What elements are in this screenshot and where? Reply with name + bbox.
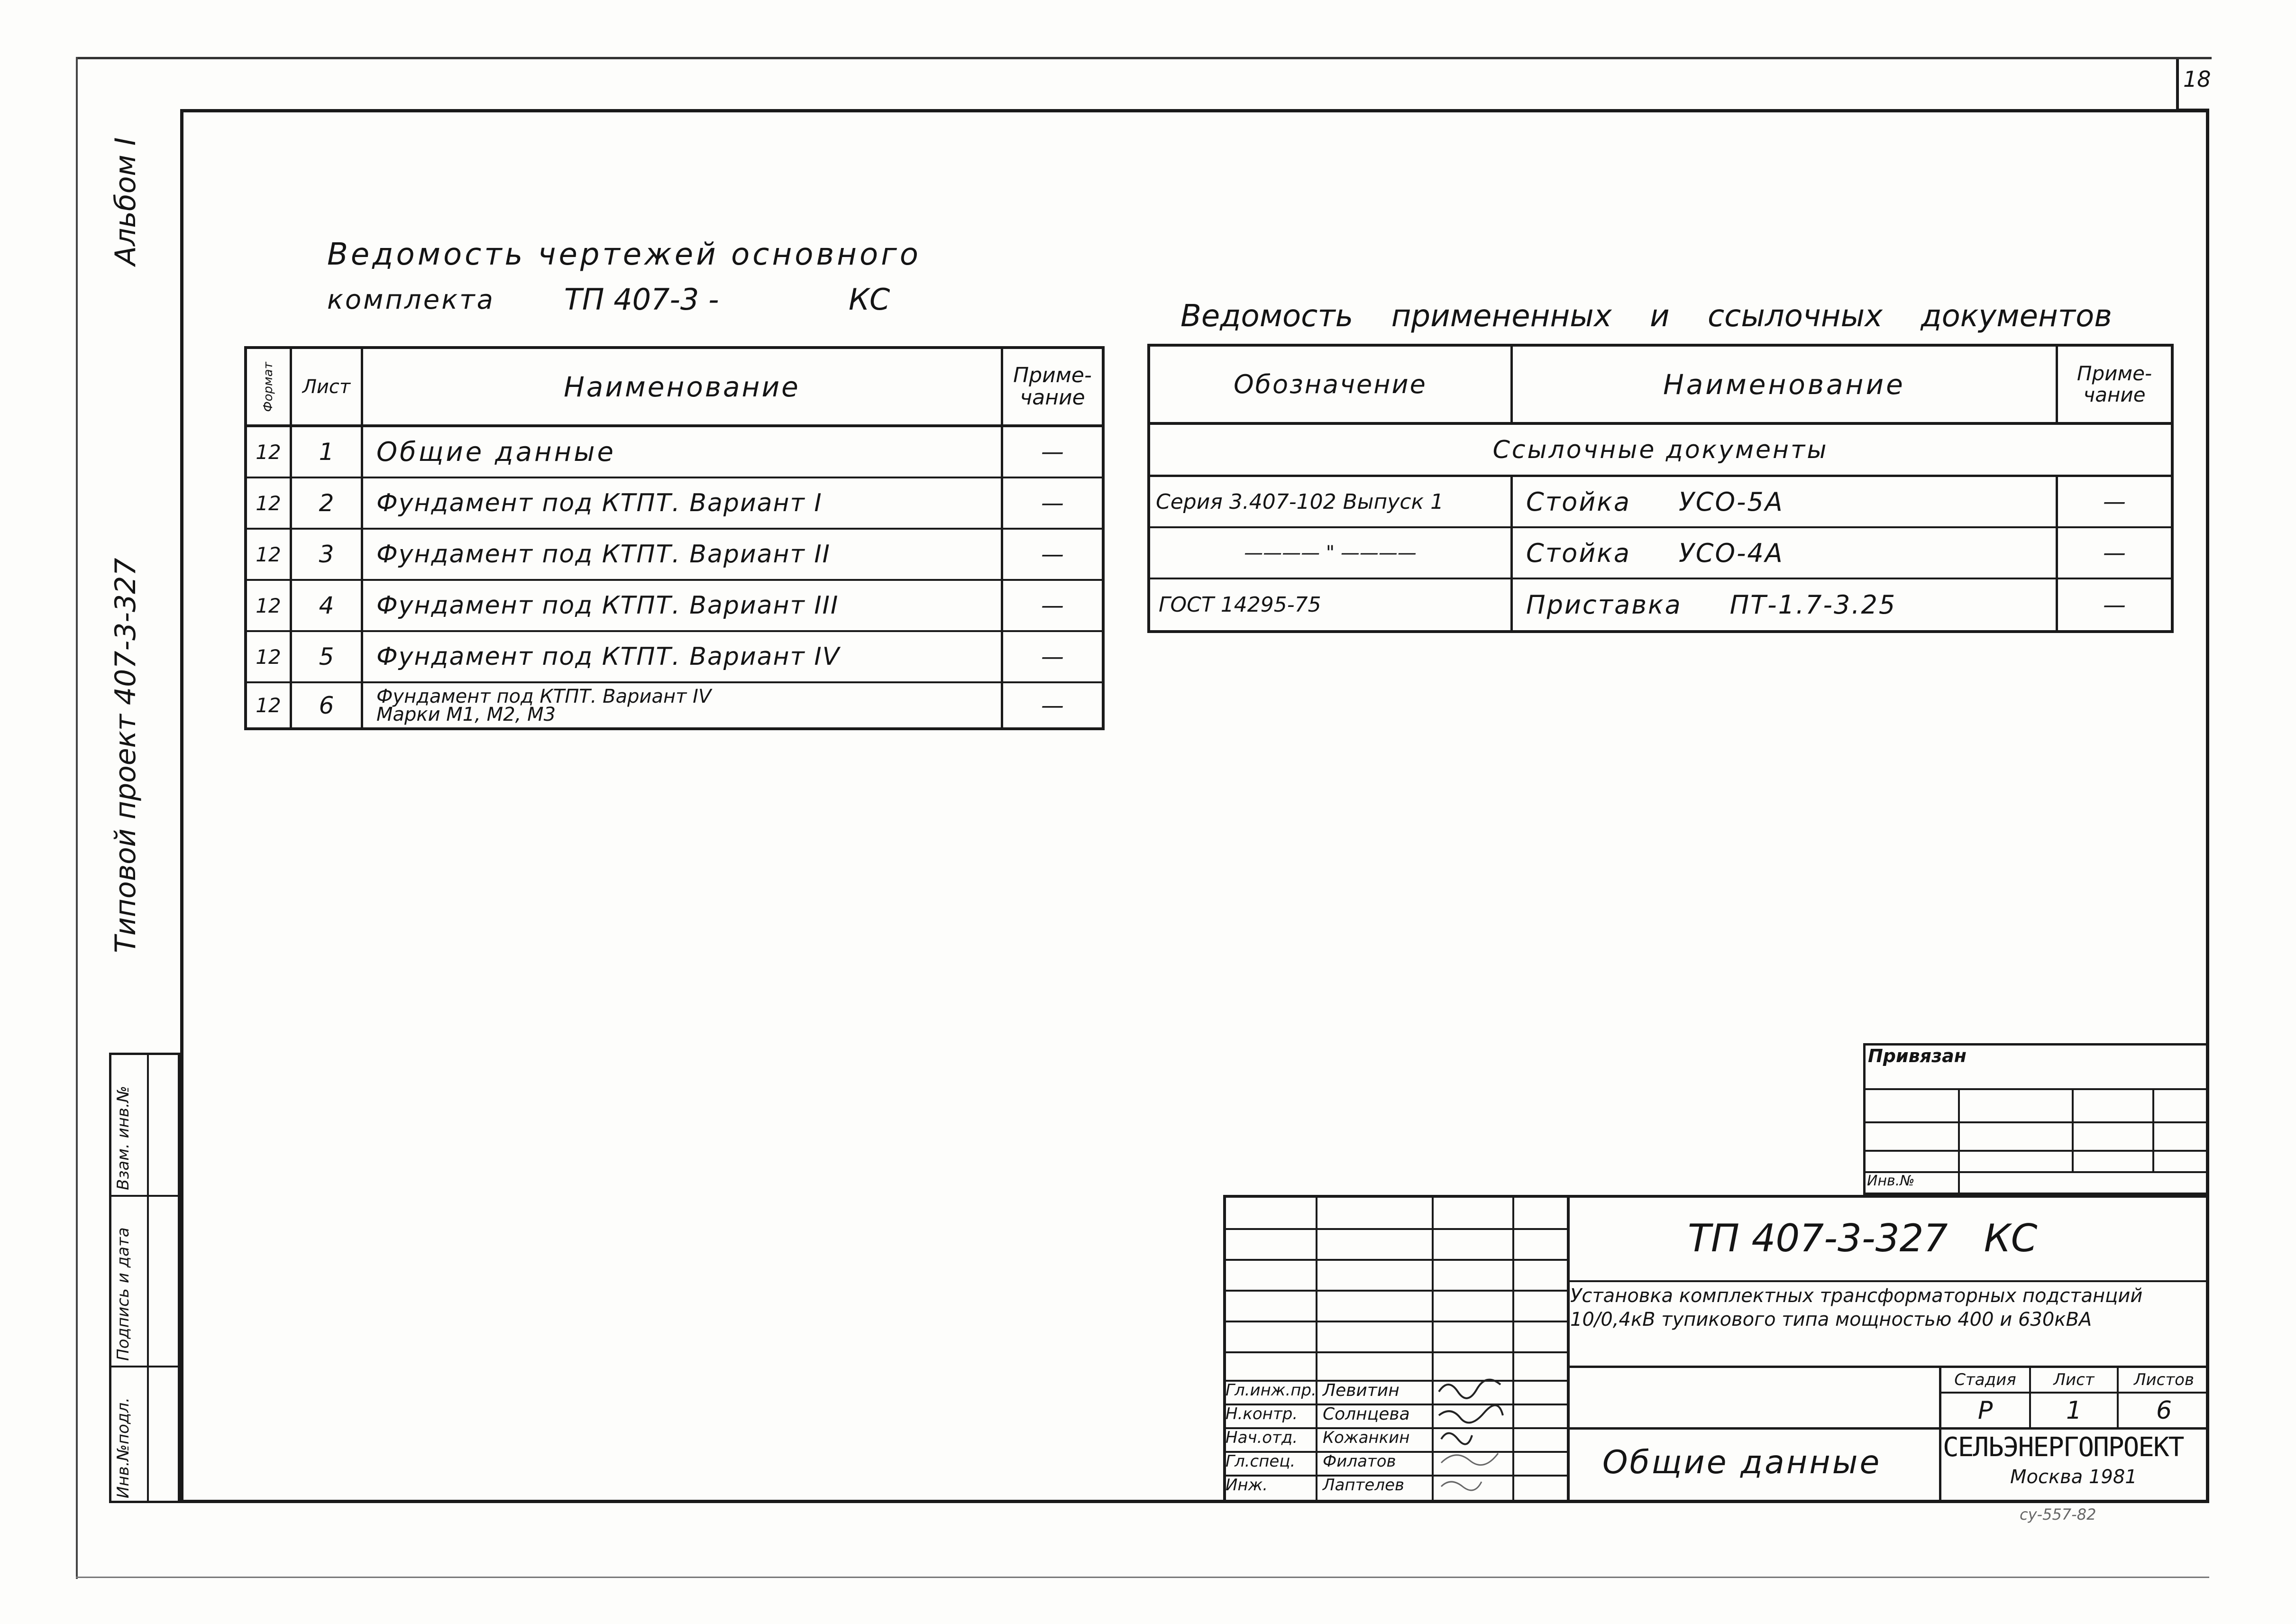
row-format: 12: [247, 427, 292, 478]
binding-inv: Инв.№: [1867, 1173, 1915, 1189]
refs-header-note: Приме- чание: [2058, 347, 2171, 425]
row-sheet: 3: [292, 530, 363, 581]
person: Филатов: [1323, 1452, 1396, 1471]
sheet-title: Общие данные: [1602, 1444, 1882, 1481]
bottom-border-line: [76, 1577, 2209, 1578]
description-line1: Установка комплектных трансформаторных подстанций: [1570, 1285, 2143, 1307]
header-sheet: Лист: [292, 349, 363, 427]
row-sheet: 2: [292, 478, 363, 530]
sheet-number: 18: [2183, 66, 2211, 92]
margin-album: Альбом I: [109, 137, 142, 266]
side-stamp-sign: Подпись и дата: [114, 1227, 133, 1361]
drawings-list-subtitle-b: ТП 407-3 -: [564, 282, 719, 317]
row-format: 12: [247, 478, 292, 530]
tb-hline: [1223, 1290, 1567, 1292]
header-format: Формат: [247, 349, 292, 427]
row-format: 12: [247, 683, 292, 727]
tb-hline: [1567, 1280, 2209, 1282]
document-code: ТП 407-3-327 КС: [1688, 1216, 2038, 1260]
refs-row-designation: Серия 3.407-102 Выпуск 1: [1150, 477, 1513, 528]
refs-row-name: Стойка УСО-4А: [1513, 528, 2058, 579]
person: Кожанкин: [1323, 1428, 1410, 1447]
city-year: Москва 1981: [2010, 1466, 2137, 1488]
top-border-line: [76, 57, 2212, 59]
row-sheet: 6: [292, 683, 363, 727]
side-stamp-inv: Инв.№подл.: [114, 1397, 133, 1498]
drawings-list-subtitle-c: КС: [849, 282, 890, 317]
refs-header-designation: Обозначение: [1150, 347, 1513, 425]
tb-hline: [1223, 1321, 1567, 1322]
tb-vline: [1567, 1195, 1570, 1503]
row-sheet: 1: [292, 427, 363, 478]
sheet-value: 1: [2066, 1396, 2082, 1425]
row-name: Фундамент под КТПТ. Вариант II: [363, 530, 1003, 581]
header-name: Наименование: [363, 349, 1003, 427]
row-note: —: [1003, 632, 1102, 683]
binding-line: [1863, 1171, 2209, 1173]
sheets-label: Листов: [2133, 1370, 2194, 1389]
row-format: 12: [247, 530, 292, 581]
refs-section-title: Ссылочные документы: [1150, 425, 2171, 477]
stage-label: Стадия: [1954, 1370, 2016, 1389]
refs-row-note: —: [2058, 477, 2171, 528]
row-name: Общие данные: [363, 427, 1003, 478]
row-name: Фундамент под КТПТ. Вариант IV Марки М1, М2, М3: [363, 683, 1003, 727]
small-code: су-557-82: [2020, 1505, 2096, 1523]
role: Гл.спец.: [1226, 1452, 1296, 1471]
row-note: —: [1003, 427, 1102, 478]
side-stamp-divider: [109, 1366, 180, 1367]
side-stamp-divider: [147, 1053, 149, 1503]
description-line2: 10/0,4кВ тупикового типа мощностью 400 и 630кВА: [1570, 1309, 2092, 1330]
refs-row-name: Приставка ПТ-1.7-3.25: [1513, 579, 2058, 630]
binding-title: Привязан: [1868, 1046, 1967, 1066]
refs-row-designation: ———— " ————: [1150, 528, 1513, 579]
sheet-label: Лист: [2053, 1370, 2095, 1389]
tb-hline: [1223, 1228, 1567, 1230]
side-stamp-divider: [109, 1195, 180, 1197]
left-border-line: [76, 57, 78, 1579]
drawings-list-subtitle-a: комплекта: [327, 284, 495, 315]
binding-vline: [2152, 1088, 2154, 1171]
refs-row-note: —: [2058, 528, 2171, 579]
person: Лаптелев: [1323, 1476, 1405, 1495]
refs-row-name: Стойка УСО-5А: [1513, 477, 2058, 528]
binding-vline: [2072, 1088, 2074, 1171]
role: Н.контр.: [1226, 1404, 1298, 1423]
refs-row-note: —: [2103, 591, 2126, 618]
row-name: Фундамент под КТПТ. Вариант I: [363, 478, 1003, 530]
row-note: —: [1003, 530, 1102, 581]
header-note: Приме- чание: [1003, 349, 1102, 427]
row-format: 12: [247, 581, 292, 632]
refs-header-name: Наименование: [1513, 347, 2058, 425]
row-note: —: [1041, 692, 1064, 719]
row-name: Фундамент под КТПТ. Вариант IV: [363, 632, 1003, 683]
signatures: [1434, 1366, 1567, 1503]
person: Солнцева: [1323, 1404, 1410, 1424]
person: Левитин: [1323, 1381, 1400, 1400]
row-note: —: [1003, 581, 1102, 632]
refs-table: [1147, 344, 2174, 633]
row-note: —: [1003, 478, 1102, 530]
side-stamp-replace: Взам. инв.№: [114, 1085, 133, 1190]
sheets-value: 6: [2156, 1396, 2172, 1425]
tb-vline: [1432, 1195, 1434, 1503]
row-sheet: 5: [292, 632, 363, 683]
refs-list-title: Ведомость примененных и ссылочных документов: [1180, 299, 2112, 334]
stage-value: Р: [1977, 1396, 1993, 1425]
row-sheet: 4: [292, 581, 363, 632]
binding-line: [1863, 1088, 2209, 1090]
drawings-list-title: Ведомость чертежей основного: [327, 237, 921, 272]
row-name: Фундамент под КТПТ. Вариант III: [363, 581, 1003, 632]
tb-hline: [1223, 1259, 1567, 1261]
binding-vline: [1958, 1088, 1960, 1195]
tb-vline: [1316, 1195, 1317, 1503]
tb-hline: [1223, 1351, 1567, 1353]
role: Инж.: [1226, 1476, 1268, 1495]
margin-project: Типовой проект 407-3-327: [109, 558, 142, 953]
tb-hline: [1567, 1427, 2209, 1430]
role: Нач.отд.: [1226, 1428, 1298, 1447]
role: Гл.инж.пр.: [1226, 1381, 1317, 1400]
organization: СЕЛЬЭНЕРГОПРОЕКТ: [1943, 1432, 2184, 1463]
binding-line: [1863, 1121, 2209, 1123]
binding-line: [1863, 1150, 2209, 1152]
refs-row-designation: ГОСТ 14295-75: [1150, 579, 1513, 630]
drawings-table: [244, 346, 1105, 730]
row-format: 12: [247, 632, 292, 683]
